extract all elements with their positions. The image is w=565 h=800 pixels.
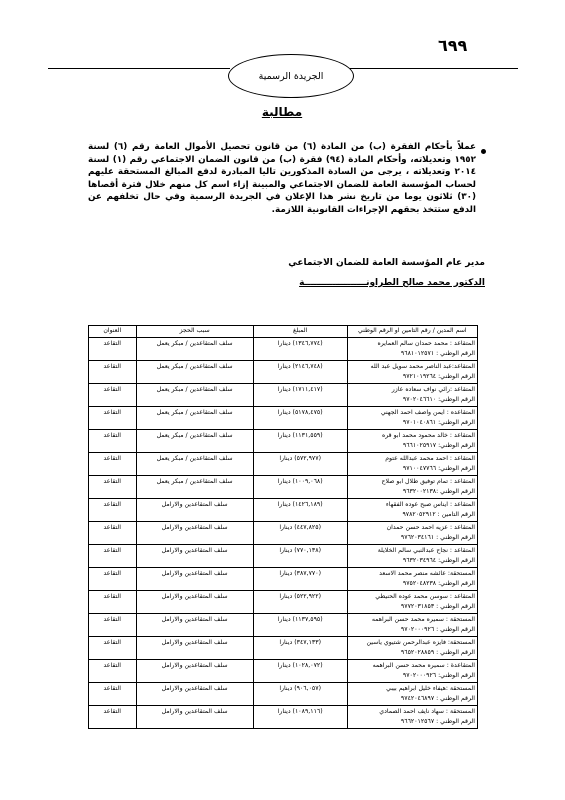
debtor-id: الرقم الوطني :٩٦٣٢٠٠٢١٣٨ [402,487,475,495]
debtor-id: الرقم الوطني: ٩٧٠١٠٤٠٨٦١ [402,418,475,426]
reason-cell: سلف المتقاعدين والارامل [136,614,253,637]
reason-cell: سلف المتقاعدين / مبكر يعمل [136,338,253,361]
reason-cell: سلف المتقاعدين والارامل [136,637,253,660]
reason-cell: سلف المتقاعدين / مبكر يعمل [136,361,253,384]
address-cell: التقاعد [89,338,137,361]
debtor-id: الرقم الوطني: ٩٦٣٢٠٣٤٩٦٤ [402,556,475,564]
table-header-row [89,326,478,338]
signature-name: الدكتور محمد صالح الطراونــــــــــــــــــــة [299,278,485,288]
debtor-cell [347,545,477,568]
table-row [89,637,478,660]
table-row [89,591,478,614]
debtor-name: المتقاعدة : سميره محمد حسن البراهمه [372,662,475,669]
reason-cell: سلف المتقاعدين والارامل [136,499,253,522]
debtor-cell [347,522,477,545]
reason-cell: سلف المتقاعدين / مبكر يعمل [136,476,253,499]
amount-cell: (١٠٠٩,٠٦٨) دينارا [253,476,347,499]
address-cell: التقاعد [89,614,137,637]
reason-cell: سلف المتقاعدين والارامل [136,660,253,683]
debtor-cell [347,384,477,407]
table-row [89,660,478,683]
debtor-cell [347,660,477,683]
debtor-cell [347,499,477,522]
amount-cell: (١٣٤٦,٧٧٤) دينارا [253,338,347,361]
debtor-name: المتقاعد : خالد محمود محمد ابو قره [382,432,475,439]
debtor-name: المتقاعد :رائي نواف سعاده عازر [391,386,475,393]
address-cell: التقاعد [89,453,137,476]
table-row [89,453,478,476]
amount-cell: (١١٣١,٥٥٩) دينارا [253,430,347,453]
debtor-cell [347,338,477,361]
header-rule-right [350,68,518,69]
debtor-cell [347,591,477,614]
header-rule-left [48,68,230,69]
amount-cell: (٥١٧٨,٤٧٥) دينارا [253,407,347,430]
debtor-id: الرقم الوطني : ٩٦٨١٠١٢٥٧١ [400,349,475,357]
address-cell: التقاعد [89,361,137,384]
address-cell: التقاعد [89,430,137,453]
table-row [89,361,478,384]
amount-cell: (٣٨٧,٧٧٠) دينارا [253,568,347,591]
table-row [89,430,478,453]
debtor-id: الرقم الوطني: ٩٧٠٢٠٠٠٩٢٦ [402,671,475,679]
table-row [89,499,478,522]
amount-cell: (٥٧٢,٩٧٧) دينارا [253,453,347,476]
debtor-id: الرقم الوطني: ٩٧٥٢٠٤٨٢٣٨ [402,579,475,587]
amount-cell: (١٠٨٩,١١٦) دينارا [253,706,347,729]
reason-cell: سلف المتقاعدين / مبكر يعمل [136,430,253,453]
debtor-name: المستحقة : سميره محمد حسن البراهمه [371,616,475,623]
debtor-name: المتقاعد : عزيه احمد حسن حمدان [386,524,475,531]
gazette-seal [228,54,354,98]
address-cell: التقاعد [89,660,137,683]
reason-cell: سلف المتقاعدين والارامل [136,568,253,591]
debtor-name: المتقاعد : محمد حمدان سالم العمايره [377,340,475,347]
debtor-id: الرقم الوطني : ٩٦٥٢٠٢٨٨٥٩ [400,648,475,656]
column-header-reason: سبب الحجز [136,326,253,338]
debtor-cell [347,568,477,591]
debtor-name: المتقاعد : احمد محمد عبدالله عتوم [385,455,475,462]
reason-cell: سلف المتقاعدين / مبكر يعمل [136,453,253,476]
amount-cell: (١٤٢٦,١٨٩) دينارا [253,499,347,522]
debtor-name: المتقاعد : سوسن محمد عوده الحنيطي [375,593,475,600]
amount-cell: (١٠٢٨,٠٧٢) دينارا [253,660,347,683]
column-header-name: اسم المدين / رقم التامين او الرقم الوطني [347,326,477,338]
address-cell: التقاعد [89,407,137,430]
page-number: ٦٩٩ [438,36,468,55]
debtor-cell [347,614,477,637]
amount-cell: (٩٠٦,٠٥٧) دينارا [253,683,347,706]
address-cell: التقاعد [89,522,137,545]
table-row [89,384,478,407]
debtor-name: المتقاعده : ايمن واصف احمد الجهني [380,409,475,416]
debtor-name: المستحقة :هيفاء خليل ابراهيم بيبي [386,685,475,692]
column-header-address: العنوان [89,326,137,338]
debtor-cell [347,637,477,660]
address-cell: التقاعد [89,384,137,407]
debtor-name: المتقاعد : نجاح عبدالنبي سالم الخلايلة [377,547,475,554]
page-title: مطالبة [261,105,303,119]
table-row [89,407,478,430]
debtor-cell [347,706,477,729]
debtor-id: الرقم الوطني : ٩٧٧٢٠٣١٨٥٣ [400,602,475,610]
address-cell: التقاعد [89,591,137,614]
debtor-cell [347,453,477,476]
debtors-table [88,325,478,729]
address-cell: التقاعد [89,499,137,522]
debtor-cell [347,476,477,499]
debtor-name: المستحقة : سهاد نايف احمد الصمادي [379,708,475,715]
signature-title: مدير عام المؤسسة العامة للضمان الاجتماعي [288,258,485,268]
address-cell: التقاعد [89,568,137,591]
address-cell: التقاعد [89,545,137,568]
amount-cell: (٤٤٧,٨٢٥) دينارا [253,522,347,545]
debtor-cell [347,683,477,706]
debtor-id: الرقم الوطني: ٩٧١٠٠٤٧٧٦٦ [402,464,475,472]
amount-cell: (٧٧٠,١٣٨) دينارا [253,545,347,568]
column-header-amount: المبلغ [253,326,347,338]
address-cell: التقاعد [89,706,137,729]
amount-cell: (٣٤٧,١٣٣) دينارا [253,637,347,660]
bullet-icon [481,149,486,154]
debtor-name: المستحقة: فايزه عبدالرحمن شتيوي ياسين [366,639,475,646]
amount-cell: (١١٣٧,٥٩٥) دينارا [253,614,347,637]
amount-cell: (١٧١١,٤١٧) دينارا [253,384,347,407]
debtor-id: الرقم الوطني: ٩٧٢١٠١٩٢٦٤ [402,372,475,380]
reason-cell: سلف المتقاعدين والارامل [136,706,253,729]
address-cell: التقاعد [89,476,137,499]
debtor-id: الرقم الوطني : ٩٦٦٢٠١٢٥٦٧ [400,717,475,725]
debtor-name: المستحقة: عائشه منصر محمد الاسعد [379,570,475,577]
debtor-id: الرقم الوطني: ٩٧٠٢٠٤٦٦١٠ [402,395,475,403]
debtor-cell [347,407,477,430]
table-row [89,683,478,706]
announcement-body: عملاً بأحكام الفقرة (ب) من المادة (٦) من قانون تحصيل الأموال العامة رقم (٦) لسنة ١٩٥٢ وتعديلاته، وأحكام المادة (٩٤) فقرة (ب) من قانون الضمان الاجتماعي رقم (١) لسنة ٢٠١٤ وتعديلاته ، يرجى من السادة المذكورين تاليا المبادرة لدفع المبالغ المستحقة عليهم لحساب المؤسسة العامة للضمان الاجتماعي والمبينة إزاء اسم كل منهم خلال فترة أقصاها (٣٠) ثلاثون يوما من تاريخ نشر هذا الإعلان في الجريدة الرسمية وفي حال تخلفهم عن الدفع ستتخذ بحقهم الإجراءات القانونية اللازمة. [88,142,476,215]
debtor-id: الرقم الوطني : ٩٧٦٢٠٣٤١٦١ [400,533,475,541]
debtor-id: الرقم الوطني : ٩٧٤٢٠٤٦٨٩٧ [400,694,475,702]
reason-cell: سلف المتقاعدين / مبكر يعمل [136,407,253,430]
address-cell: التقاعد [89,683,137,706]
debtor-name: المتقاعد : تمام توفيق طلال ابو صلاح [381,478,475,485]
debtor-cell [347,430,477,453]
seal-text: الجريدة الرسمية [258,70,324,82]
reason-cell: سلف المتقاعدين / مبكر يعمل [136,384,253,407]
table-row [89,522,478,545]
table-row [89,706,478,729]
amount-cell: (٥٢٢,٩٢٢) دينارا [253,591,347,614]
debtor-cell [347,361,477,384]
table-row [89,338,478,361]
reason-cell: سلف المتقاعدين والارامل [136,545,253,568]
reason-cell: سلف المتقاعدين والارامل [136,522,253,545]
table-row [89,545,478,568]
debtor-name: المتقاعد : ايناس صبح عوده الفقهاء [385,501,475,508]
debtor-id: الرقم التامين : ٩٧٨٢٠٥٢٩١٢ [402,510,475,518]
reason-cell: سلف المتقاعدين والارامل [136,591,253,614]
table-row [89,568,478,591]
reason-cell: سلف المتقاعدين والارامل [136,683,253,706]
table-row [89,614,478,637]
address-cell: التقاعد [89,637,137,660]
debtor-name: المتقاعد:عبد الناصر محمد سويل عبد الله [370,363,475,370]
debtor-id: الرقم الوطني : ٩٧٠٢٠٠٠٩٢٦ [400,625,475,633]
amount-cell: (٢١٤٦,٧٤٨) دينارا [253,361,347,384]
debtor-id: الرقم الوطني: ٩٦٦١٠٢٥٩١٧ [402,441,475,449]
table-row [89,476,478,499]
